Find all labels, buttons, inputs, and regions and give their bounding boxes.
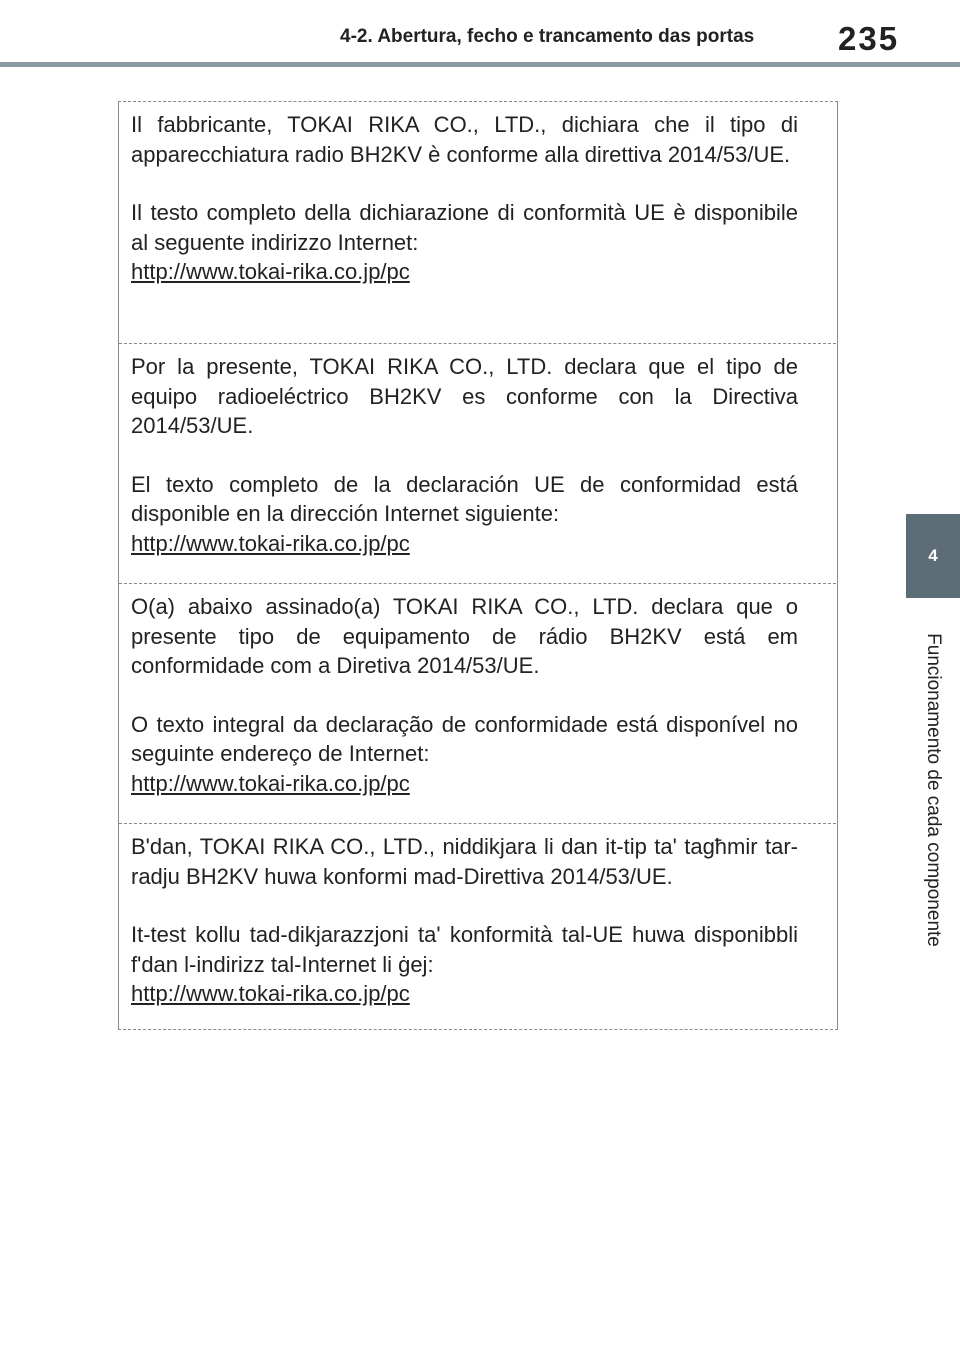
- notice-declaration-text: Por la presente, TOKAI RIKA CO., LTD. declara que el tipo de equipo radioeléctrico BH2KV es conforme con la Directiva 2014/53/UE.: [131, 354, 798, 438]
- notice-declaration-text: Il fabbricante, TOKAI RIKA CO., LTD., dichiara che il tipo di apparecchiatura radio BH2KV è conforme alla direttiva 2014/53/UE.: [131, 112, 798, 167]
- notice-section-spanish: [119, 343, 836, 583]
- notice-availability-text: Il testo completo della dichiarazione di conformità UE è disponibile al seguente indirizzo Internet:: [131, 200, 798, 255]
- notice-availability-text: El texto completo de la declaración UE de conformidad está disponible en la dirección Internet siguiente:: [131, 471, 798, 526]
- header-rule: [0, 62, 960, 67]
- chapter-title: Funcionamento de cada componente: [923, 633, 944, 947]
- chapter-number: 4: [928, 546, 938, 565]
- notice-section-maltese: [119, 823, 836, 1028]
- notice-availability-text: It-test kollu tad-dikjarazzjoni ta' konformità tal-UE huwa disponibbli f'dan l-indirizz tal-Internet li ġej:: [131, 922, 798, 977]
- page-number: 235: [838, 20, 900, 57]
- declaration-link[interactable]: http://www.tokai-rika.co.jp/pc: [131, 770, 410, 796]
- notice-section-italian: [119, 102, 836, 343]
- declaration-link[interactable]: http://www.tokai-rika.co.jp/pc: [131, 259, 410, 284]
- notice-availability-text: O texto integral da declaração de conformidade está disponível no seguinte endereço de Internet:: [131, 711, 798, 766]
- notice-declaration-text: O(a) abaixo assinado(a) TOKAI RIKA CO., LTD. declara que o presente tipo de equipamento de rádio BH2KV está em conformidade com a Diretiva 2014/53/UE.: [131, 594, 798, 678]
- notice-section-portuguese: [119, 583, 836, 823]
- notice-declaration-text: B'dan, TOKAI RIKA CO., LTD., niddikjara li dan it-tip ta' tagħmir tar-radju BH2KV huwa konformi mad-Direttiva 2014/53/UE.: [131, 834, 798, 889]
- chapter-tab[interactable]: [906, 514, 960, 598]
- conformity-notice-box: [118, 101, 838, 1030]
- section-title: 4-2. Abertura, fecho e trancamento das portas: [340, 26, 755, 47]
- declaration-link[interactable]: http://www.tokai-rika.co.jp/pc: [131, 530, 410, 556]
- declaration-link[interactable]: http://www.tokai-rika.co.jp/pc: [131, 981, 410, 1006]
